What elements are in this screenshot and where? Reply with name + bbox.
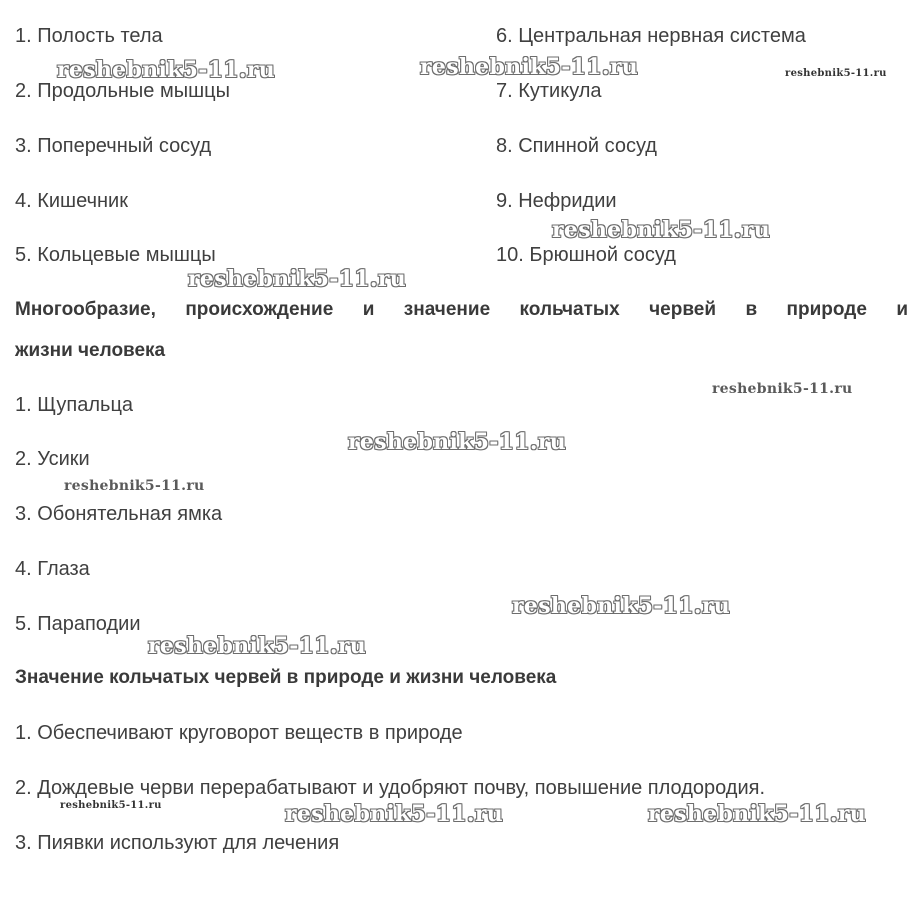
structure-item-10: 10. Брюшной сосуд [496,244,676,266]
diversity-item-1: 1. Щупальца [15,394,134,416]
watermark: reshebnik5-11.ru [148,633,367,659]
watermark: reshebnik5-11.ru [552,217,771,243]
structure-item-5: 5. Кольцевые мышцы [15,244,216,266]
watermark: reshebnik5-11.ru [188,266,407,292]
watermark: reshebnik5-11.ru [285,801,504,827]
structure-item-3: 3. Поперечный сосуд [15,135,212,157]
structure-item-7: 7. Кутикула [496,80,602,102]
watermark: reshebnik5-11.ru [348,429,567,455]
diversity-item-5: 5. Параподии [15,613,141,635]
section-importance-title: Значение кольчатых червей в природе и жизни человека [15,667,557,688]
importance-item-2: 2. Дождевые черви перерабатывают и удобряют почву, повышение плодородия. [15,777,766,799]
importance-item-3: 3. Пиявки используют для лечения [15,832,340,854]
structure-item-4: 4. Кишечник [15,190,128,212]
watermark: reshebnik5-11.ru [57,57,276,83]
watermark: reshebnik5-11.ru [64,478,205,494]
diversity-item-2: 2. Усики [15,448,90,470]
structure-item-1: 1. Полость тела [15,25,163,47]
watermark: reshebnik5-11.ru [785,68,887,79]
watermark: reshebnik5-11.ru [712,381,853,397]
diversity-item-3: 3. Обонятельная ямка [15,503,223,525]
diversity-item-4: 4. Глаза [15,558,90,580]
watermark: reshebnik5-11.ru [60,800,162,811]
structure-item-8: 8. Спинной сосуд [496,135,657,157]
watermark: reshebnik5-11.ru [420,54,639,80]
structure-item-6: 6. Центральная нервная система [496,25,806,47]
section-diversity-title-line2: жизни человека [15,340,166,361]
section-diversity-title-line1: Многообразие, происхождение и значение кольчатых червей в природе и [15,299,908,320]
structure-item-9: 9. Нефридии [496,190,617,212]
importance-item-1: 1. Обеспечивают круговорот веществ в природе [15,722,463,744]
watermark: reshebnik5-11.ru [648,801,867,827]
structure-item-2: 2. Продольные мышцы [15,80,230,102]
watermark: reshebnik5-11.ru [512,593,731,619]
